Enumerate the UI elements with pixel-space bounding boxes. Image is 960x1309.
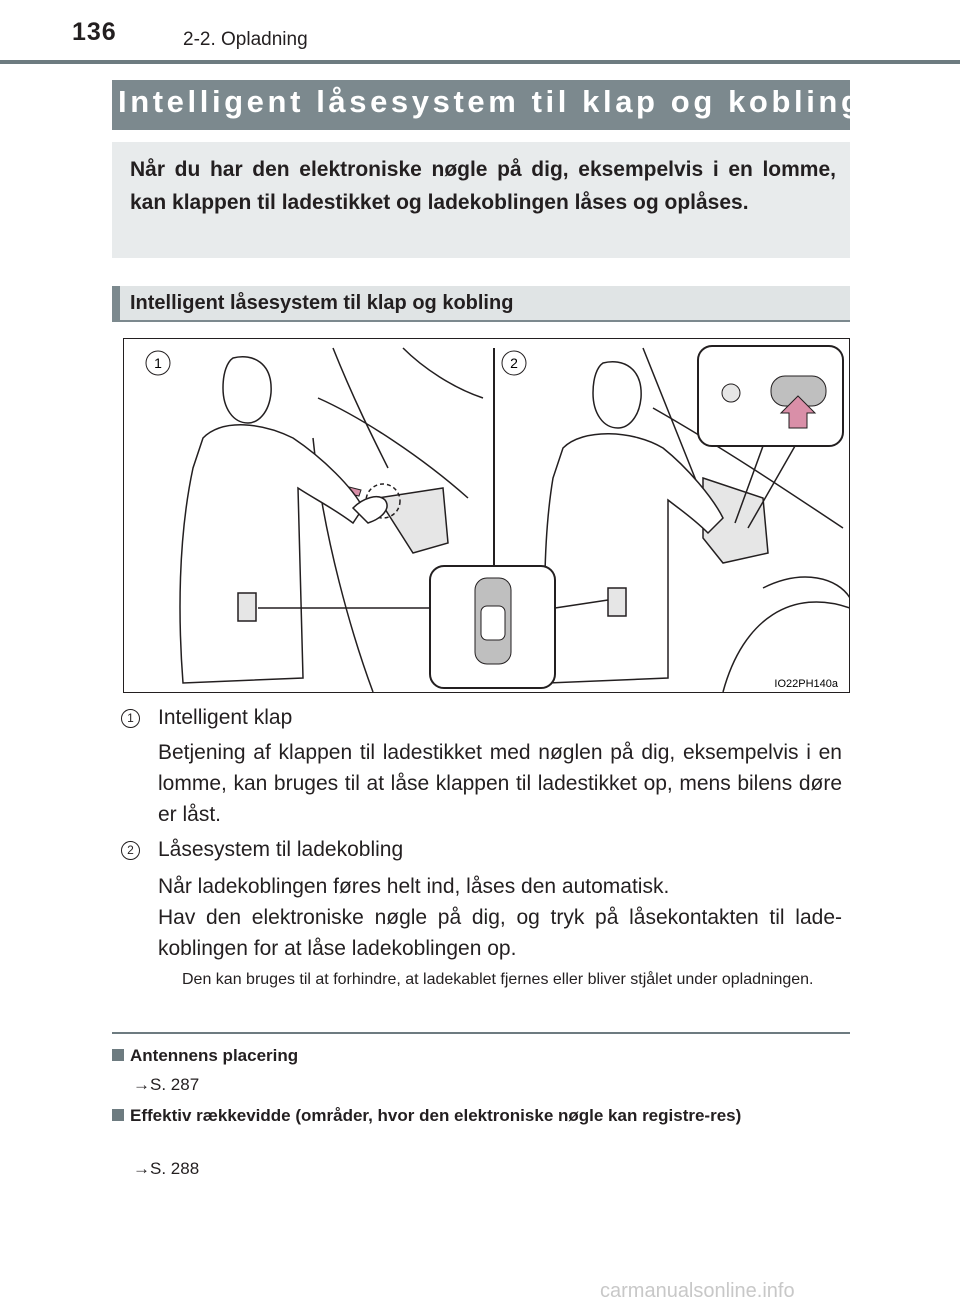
illustration <box>123 338 850 693</box>
bullet-antenna: Antennens placering <box>112 1046 298 1066</box>
item-1-title: Intelligent klap <box>158 706 293 729</box>
page-title: Intelligent låsesystem til klap og kobling <box>118 84 864 119</box>
bullet-square-icon <box>112 1049 124 1061</box>
item-2-body-2: Hav den elektroniske nøgle på dig, og tryk på låsekontakten til lade-koblingen for at låse ladekoblingen op. <box>158 906 842 960</box>
subheading: Intelligent låsesystem til klap og kobling <box>130 292 514 314</box>
item-2-number: 2 <box>121 841 140 860</box>
ref-range[interactable]: →S. 288 <box>133 1159 200 1178</box>
item-1-number: 1 <box>121 709 140 728</box>
figure-code: IO22PH140a <box>774 678 838 690</box>
item-2-note: Den kan bruges til at forhindre, at ladekablet fjernes eller bliver stjålet under opladningen. <box>182 971 814 988</box>
bullet-range: Effektiv rækkevidde (områder, hvor den elektroniske nøgle kan registre-res) <box>112 1105 852 1126</box>
intro-text: Når du har den elektroniske nøgle på dig, eksempelvis i en lomme, kan klappen til ladestikket og ladekoblingen låses og oplåses. <box>130 158 836 214</box>
item-2-title: Låsesystem til ladekobling <box>158 838 404 861</box>
subheading-bar <box>112 286 120 322</box>
header-rule <box>0 60 960 64</box>
bullet-square-icon <box>112 1109 124 1121</box>
section-title: 2-2. Opladning <box>183 29 308 50</box>
watermark: carmanualsonline.info <box>600 1280 795 1302</box>
figure-label-1: 1 <box>154 355 162 371</box>
page-number: 136 <box>72 18 117 46</box>
ref-antenna[interactable]: →S. 287 <box>133 1075 200 1094</box>
divider <box>112 1032 850 1034</box>
item-2-body-1: Når ladekoblingen føres helt ind, låses den automatisk. <box>158 875 670 898</box>
figure-label-2: 2 <box>510 355 518 371</box>
item-1-body: Betjening af klappen til ladestikket med nøglen på dig, eksempelvis i en lomme, kan bruges til at låse klappen til ladestikket op, mens bilens døre er låst. <box>158 741 842 826</box>
